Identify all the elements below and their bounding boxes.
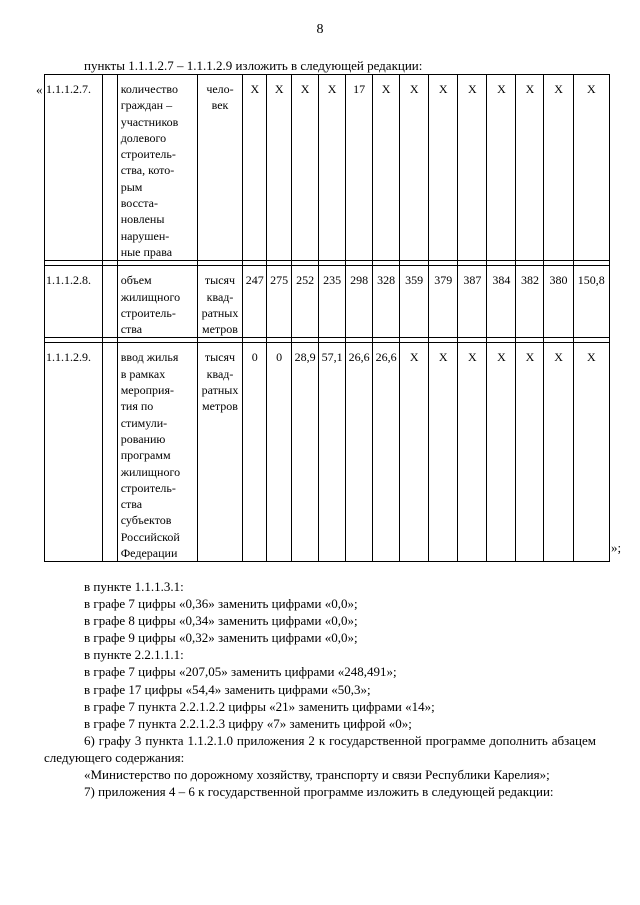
value-cell: Х [373,75,400,261]
value-cell: Х [544,343,573,562]
paragraph: в графе 7 цифры «207,05» заменить цифрами «248,491»; [84,664,397,680]
value-cell: Х [516,75,544,261]
indicator-line: субъектов [120,513,172,528]
amendment-text [44,578,596,800]
quote-close-mark: »; [611,540,622,555]
indicator-line: рованию [120,431,166,446]
indicator-line: ные права [120,244,173,259]
value-cell: 298 [346,266,373,338]
indicator-cell [117,343,197,562]
value-cell: Х [267,75,292,261]
value-cell: Х [544,75,573,261]
value-cell: 247 [243,266,267,338]
value-cell: Х [573,75,609,261]
indicator-line: тия по [120,399,154,414]
unit-line: квад- [206,289,234,304]
unit-line: тысяч [204,350,236,365]
value-cell: Х [487,343,516,562]
indicator-line: участников [120,114,179,129]
value-cell: 17 [346,75,373,261]
page-number: 8 [316,22,324,37]
paragraph: в графе 9 цифры «0,32» заменить цифрами «0,0»; [84,630,358,646]
indicator-line: программ [120,448,171,463]
value-cell: Х [458,343,487,562]
indicator-line: в рамках [120,366,166,381]
indicator-line: стимули- [120,415,168,430]
quote-open-mark: « [36,82,43,97]
unit-line: метров [202,399,238,414]
value-cell: Х [243,75,267,261]
value-cell: Х [487,75,516,261]
amendment-table [44,74,610,562]
value-cell: 384 [487,266,516,338]
indicator-line: ства, кото- [120,163,175,178]
value-cell: 380 [544,266,573,338]
indicator-line: жилищного [120,289,181,304]
value-cell: 328 [373,266,400,338]
indicator-line: объем [120,273,152,288]
paragraph: в графе 17 цифры «54,4» заменить цифрами «50,3»; [84,681,371,697]
item-code-cell: 1.1.1.2.7. [45,75,103,261]
value-cell: Х [458,75,487,261]
item-code-cell: 1.1.1.2.9. [45,343,103,562]
value-cell: Х [429,343,458,562]
blank-cell [103,266,118,338]
value-cell: Х [573,343,609,562]
value-cell: Х [400,343,429,562]
intro-line: пункты 1.1.1.2.7 – 1.1.1.2.9 изложить в следующей редакции: [84,58,423,73]
value-cell: 275 [267,266,292,338]
blank-cell [103,75,118,261]
indicator-line: новлены [120,212,165,227]
indicator-line: восста- [120,196,158,211]
value-cell: Х [429,75,458,261]
indicator-line: Российской [120,529,180,544]
value-cell: Х [400,75,429,261]
table-row [45,343,610,562]
indicator-line: нарушен- [120,228,170,243]
paragraph: 6) графу 3 пункта 1.1.2.1.0 приложения 2 к государственной программе дополнить абзацем следующего содержания: [44,732,596,765]
paragraph: в пункте 1.1.1.3.1: [84,579,184,594]
indicator-line: ства [120,497,143,512]
paragraph: в графе 7 пункта 2.2.1.2.2 цифры «21» заменить цифрами «14»; [84,698,435,714]
paragraph: в пункте 2.2.1.1.1: [84,647,184,663]
table-row [45,75,610,261]
indicator-line: рым [120,179,143,194]
unit-line: тысяч [204,273,236,288]
value-cell: Х [319,75,346,261]
value-cell: Х [292,75,319,261]
value-cell: 0 [243,343,267,562]
value-cell: 382 [516,266,544,338]
unit-cell [197,266,243,338]
unit-cell [197,343,243,562]
value-cell: 28,9 [292,343,319,562]
value-cell: 26,6 [346,343,373,562]
unit-line: метров [202,322,238,337]
item-code-cell: 1.1.1.2.8. [45,266,103,338]
indicator-line: Федерации [120,546,178,561]
indicator-line: строитель- [120,480,176,495]
blank-cell [103,343,118,562]
indicator-cell [117,75,197,261]
indicator-line: ства [120,322,143,337]
unit-line: чело- [206,82,234,96]
indicator-line: долевого [120,130,167,145]
value-cell: 26,6 [373,343,400,562]
value-cell: 359 [400,266,429,338]
paragraph: в графе 7 пункта 2.2.1.2.3 цифру «7» заменить цифрой «0»; [84,715,412,731]
unit-line: ратных [201,383,239,398]
value-cell: Х [516,343,544,562]
value-cell: 387 [458,266,487,338]
paragraph: «Министерство по дорожному хозяйству, транспорту и связи Республики Карелия»; [84,767,550,783]
indicator-line: строитель- [120,147,176,162]
paragraph: в графе 7 цифры «0,36» заменить цифрами «0,0»; [84,596,358,612]
indicator-line: мероприя- [120,383,174,398]
indicator-cell [117,266,197,338]
indicator-line: жилищного [120,464,181,479]
value-cell: 57,1 [319,343,346,562]
value-cell: 150,8 [573,266,609,338]
indicator-line: ввод жилья [120,350,179,365]
value-cell: 235 [319,266,346,338]
table-row [45,266,610,338]
indicator-line: граждан – [120,98,173,113]
paragraph: 7) приложения 4 – 6 к государственной программе изложить в следующей редакции: [84,784,554,800]
indicator-line: строитель- [120,305,176,320]
unit-line: век [211,98,229,113]
unit-line: квад- [206,366,234,381]
value-cell: 252 [292,266,319,338]
value-cell: 379 [429,266,458,338]
indicator-line: количество [120,82,178,96]
unit-line: ратных [201,305,239,320]
unit-cell [197,75,243,261]
value-cell: 0 [267,343,292,562]
paragraph: в графе 8 цифры «0,34» заменить цифрами «0,0»; [84,613,358,629]
